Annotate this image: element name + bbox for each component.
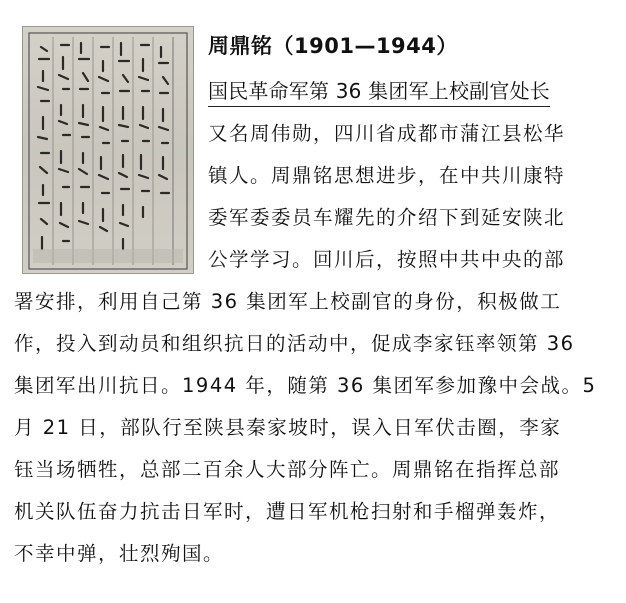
bio-line: 署安排，利用自己第 36 集团军上校副官的身份，积极做工 xyxy=(14,290,562,313)
bio-line: 不幸中弹，壮烈殉国。 xyxy=(14,542,225,565)
bio-line: 又名周伟勋，四川省成都市蒲江县松华 xyxy=(208,122,566,145)
bio-line: 公学学习。回川后，按照中共中央的部 xyxy=(208,248,566,271)
bio-line: 作，投入到动员和组织抗日的活动中，促成李家钰率领第 36 xyxy=(14,332,575,355)
bio-line: 集团军出川抗日。1944 年，随第 36 集团军参加豫中会战。5 xyxy=(14,374,597,397)
bio-line: 镇人。周鼎铭思想进步，在中共川康特 xyxy=(208,164,566,187)
bio-line: 月 21 日，部队行至陕县秦家坡时，误入日军伏击圈，李家 xyxy=(14,416,562,439)
bio-line: 钰当场牺牲，总部二百余人大部分阵亡。周鼎铭在指挥总部 xyxy=(14,458,561,481)
person-name-title: 周鼎铭（1901—1944） xyxy=(208,34,458,58)
document-photo xyxy=(22,26,194,274)
handwritten-document-icon xyxy=(23,27,194,274)
bio-line: 机关队伍奋力抗击日军时，遭日军机枪扫射和手榴弹轰炸， xyxy=(14,500,561,523)
bio-line: 委军委委员车耀先的介绍下到延安陕北 xyxy=(208,206,566,229)
position-subtitle: 国民革命军第 36 集团军上校副官处长 xyxy=(208,75,550,107)
